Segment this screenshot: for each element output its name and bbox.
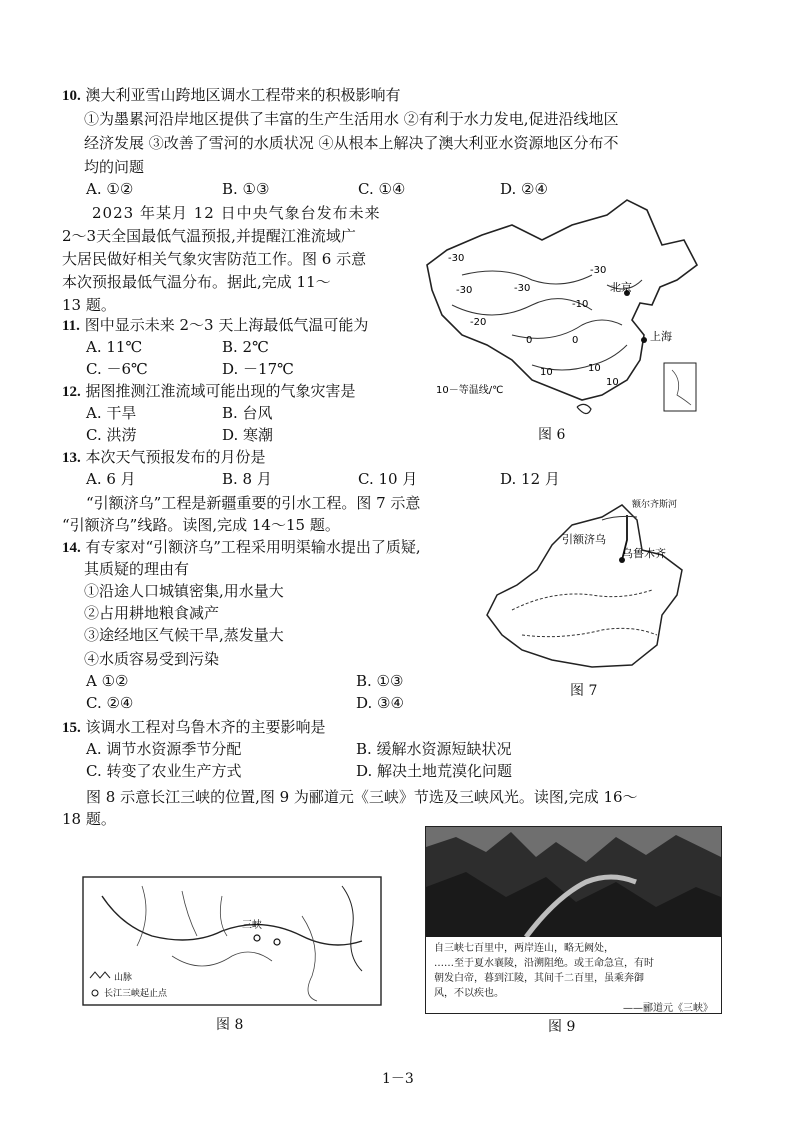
poem-line1: 自三峡七百里中，两岸连山，略无阙处， xyxy=(434,943,614,954)
intro11-line2: 2～3天全国最低气温预报,并提醒江淮流域广 xyxy=(62,227,356,245)
q10-option-d[interactable]: D. ②④ xyxy=(500,180,548,198)
isotherm-label: -30 xyxy=(448,253,465,264)
q10-statement-line3: 均的问题 xyxy=(84,158,145,176)
q15-option-b[interactable]: B. 缓解水资源短缺状况 xyxy=(356,740,512,758)
q13-stem-text: 本次天气预报发布的月份是 xyxy=(85,448,266,466)
q14-item3: ③途经地区气候干旱,蒸发量大 xyxy=(84,626,284,644)
figure6-caption: 图 6 xyxy=(538,427,566,443)
project-label: 引额济乌 xyxy=(562,533,606,546)
q14-stem-text: 有专家对“引额济乌”工程采用明渠输水提出了质疑, xyxy=(85,538,421,556)
poem-line4: 风，不以疾也。 xyxy=(434,988,504,999)
q12-option-c[interactable]: C. 洪涝 xyxy=(86,426,137,444)
xinjiang-outline xyxy=(487,505,682,667)
q14-number: 14. xyxy=(62,540,81,556)
q15-number: 15. xyxy=(62,720,81,736)
q12-stem xyxy=(62,380,356,403)
q14-stem xyxy=(62,536,421,559)
q10-option-c[interactable]: C. ①④ xyxy=(358,180,406,198)
isotherm-label: -30 xyxy=(514,283,531,294)
isotherm-line xyxy=(452,299,592,315)
q15-stem-text: 该调水工程对乌鲁木齐的主要影响是 xyxy=(85,718,326,736)
q13-option-a[interactable]: A. 6 月 xyxy=(86,470,136,488)
figure7-map xyxy=(482,495,692,675)
figure6-map xyxy=(422,195,732,425)
q10-statement-line2: 经济发展 ③改善了雪河的水质状况 ④从根本上解决了澳大利亚水资源地区分布不 xyxy=(84,134,619,152)
q10-stem xyxy=(62,84,401,107)
q11-option-a[interactable]: A. 11℃ xyxy=(86,338,143,356)
isotherm-label: 10 xyxy=(588,363,601,374)
q14-item2: ②占用耕地粮食减产 xyxy=(84,604,220,622)
intro11-line4: 本次预报最低气温分布。据此,完成 11～ xyxy=(62,273,331,291)
figure7-caption: 图 7 xyxy=(570,683,598,699)
poem-line3: 朝发白帝，暮到江陵，其间千二百里，虽乘奔御 xyxy=(434,973,644,984)
river-label: 额尔齐斯河 xyxy=(632,500,678,510)
intro16-line1: 图 8 示意长江三峡的位置,图 9 为郦道元《三峡》节选及三峡风光。读图,完成 16～ xyxy=(86,788,638,806)
intro11-line3: 大居民做好相关气象灾害防范工作。图 6 示意 xyxy=(62,250,367,268)
south-sea-inset xyxy=(664,363,696,411)
q12-option-b[interactable]: B. 台风 xyxy=(222,404,273,422)
sanxia-label: 三峡 xyxy=(242,920,262,931)
isotherm-label: 10 xyxy=(540,367,553,378)
q14-option-b[interactable]: B. ①③ xyxy=(356,672,404,690)
legend-sanxia-points: 长江三峡起止点 xyxy=(104,989,168,999)
q13-option-b[interactable]: B. 8 月 xyxy=(222,470,272,488)
shanghai-marker xyxy=(641,337,647,343)
q11-option-d[interactable]: D. －17℃ xyxy=(222,360,294,378)
q11-stem xyxy=(62,314,368,337)
inset-outline xyxy=(672,370,691,405)
figure8-caption: 图 8 xyxy=(216,1017,244,1033)
q13-number: 13. xyxy=(62,450,81,466)
shanghai-label: 上海 xyxy=(650,330,672,343)
q14-item4: ④水质容易受到污染 xyxy=(84,650,220,668)
intro11-line1: 2023 年某月 12 日中央气象台发布未来 xyxy=(92,204,381,222)
q12-stem-text: 据图推测江淮流域可能出现的气象灾害是 xyxy=(85,382,356,400)
urumqi-label: 乌鲁木齐 xyxy=(622,547,666,560)
fig6-legend: 10－等温线/℃ xyxy=(436,385,504,396)
q15-stem xyxy=(62,716,326,739)
isotherm-label: 10 xyxy=(606,377,619,388)
intro11-line5: 13 题。 xyxy=(62,296,116,314)
q12-option-a[interactable]: A. 干旱 xyxy=(86,404,137,422)
q13-option-d[interactable]: D. 12 月 xyxy=(500,470,560,488)
irtysh-river xyxy=(602,516,637,520)
q14-option-c[interactable]: C. ②④ xyxy=(86,694,134,712)
beijing-label: 北京 xyxy=(610,281,632,294)
isotherm-label: 0 xyxy=(572,335,579,346)
q11-number: 11. xyxy=(62,318,80,334)
mountain-range xyxy=(522,628,657,636)
intro14-line2: “引额济乌”线路。读图,完成 14～15 题。 xyxy=(62,516,340,534)
q14-item1: ①沿途人口城镇密集,用水量大 xyxy=(84,582,284,600)
q15-option-c[interactable]: C. 转变了农业生产方式 xyxy=(86,762,242,780)
isotherm-label: -10 xyxy=(572,299,589,310)
hainan-island xyxy=(577,404,591,413)
figure9-caption: 图 9 xyxy=(548,1019,576,1035)
q11-option-b[interactable]: B. 2℃ xyxy=(222,338,269,356)
legend-mountain: 山脉 xyxy=(114,973,133,983)
q15-option-a[interactable]: A. 调节水资源季节分配 xyxy=(86,740,242,758)
q13-option-c[interactable]: C. 10 月 xyxy=(358,470,418,488)
q10-option-b[interactable]: B. ①③ xyxy=(222,180,270,198)
page-number: 1－3 xyxy=(382,1071,414,1087)
q11-stem-text: 图中显示未来 2～3 天上海最低气温可能为 xyxy=(84,316,369,334)
poem-author: ——郦道元《三峡》 xyxy=(623,1003,713,1014)
q11-option-c[interactable]: C. －6℃ xyxy=(86,360,148,378)
q12-option-d[interactable]: D. 寒潮 xyxy=(222,426,274,444)
intro16-line2: 18 题。 xyxy=(62,810,116,828)
intro14-line1: “引额济乌”工程是新疆重要的引水工程。图 7 示意 xyxy=(86,494,421,512)
q15-option-d[interactable]: D. 解决土地荒漠化问题 xyxy=(356,762,513,780)
q14-option-d[interactable]: D. ③④ xyxy=(356,694,404,712)
mountain-range xyxy=(512,590,652,610)
figure9-panel xyxy=(425,826,722,1014)
q10-statement-line1: ①为墨累河沿岸地区提供了丰富的生产生活用水 ②有利于水力发电,促进沿线地区 xyxy=(84,110,619,128)
q14-option-a[interactable]: A ①② xyxy=(86,672,129,690)
isotherm-label: -30 xyxy=(456,285,473,296)
three-gorges-scenery xyxy=(426,827,721,937)
q10-stem-text: 澳大利亚雪山跨地区调水工程带来的积极影响有 xyxy=(85,86,401,104)
figure8-map xyxy=(82,876,382,1006)
isotherm-label: -30 xyxy=(590,265,607,276)
q10-number: 10. xyxy=(62,88,81,104)
q10-option-a[interactable]: A. ①② xyxy=(86,180,134,198)
isotherm-label: 0 xyxy=(526,335,533,346)
q14-stem-line2: 其质疑的理由有 xyxy=(84,560,190,578)
figure8-frame xyxy=(83,877,381,1005)
q13-stem xyxy=(62,446,266,469)
poem-line2: ……至于夏水襄陵，沿溯阻绝。或王命急宣，有时 xyxy=(434,958,654,969)
q12-number: 12. xyxy=(62,384,81,400)
isotherm-label: -20 xyxy=(470,317,487,328)
